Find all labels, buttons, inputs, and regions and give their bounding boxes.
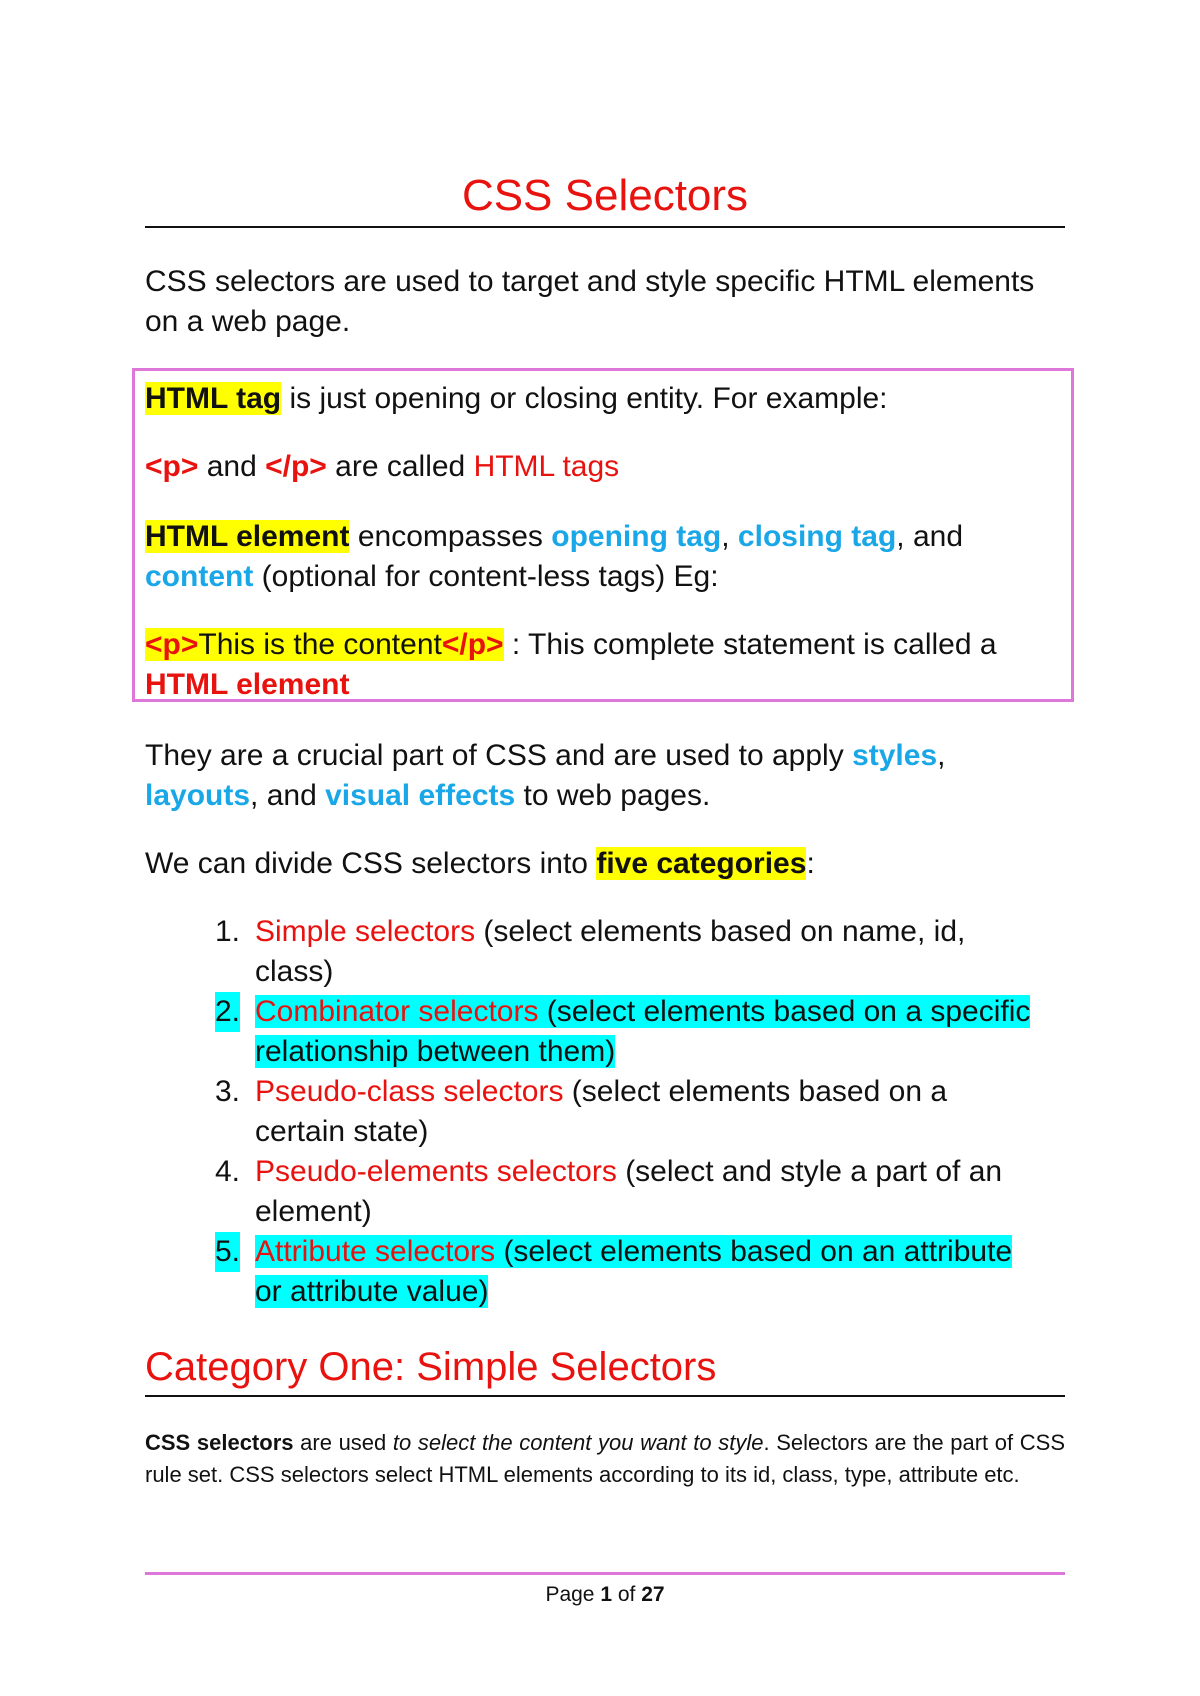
html-element-definition: HTML element encompasses opening tag, closing tag, and content (optional for content-less tags) Eg: xyxy=(145,520,964,593)
list-item: 1. Simple selectors (select elements based on name, id, class) xyxy=(215,915,966,988)
html-tag-example: <p> and </p> are called HTML tags xyxy=(145,450,620,483)
html-element-term: HTML element xyxy=(145,520,350,553)
title-underline xyxy=(145,226,1065,228)
tag-open-example: <p> xyxy=(145,450,199,483)
html-tag-definition: HTML tag is just opening or closing entity. For example: xyxy=(145,382,888,415)
opening-tag-term: opening tag xyxy=(551,520,722,553)
page-title: CSS Selectors xyxy=(461,171,749,220)
html-element-example: <p>This is the content</p> : This complete statement is called a HTML element xyxy=(145,628,997,701)
divide-paragraph: We can divide CSS selectors into five categories: xyxy=(145,847,815,880)
tag-close-example: </p> xyxy=(265,450,327,483)
page-number: 1 xyxy=(600,1583,613,1606)
list-item: 4. Pseudo-elements selectors (select and style a part of an element) xyxy=(215,1155,1003,1228)
section-underline xyxy=(145,1395,1065,1397)
content-term: content xyxy=(145,560,254,593)
footer-rule xyxy=(145,1572,1065,1575)
list-item: 5. Attribute selectors (select elements based on an attribute or attribute value) xyxy=(215,1232,1035,1312)
crucial-paragraph: They are a crucial part of CSS and are used to apply styles, layouts, and visual effects to web pages. xyxy=(145,739,946,812)
page-footer: Page 1 of 27 xyxy=(545,1583,665,1606)
html-tags-label: HTML tags xyxy=(473,450,620,483)
section-heading: Category One: Simple Selectors xyxy=(145,1345,717,1389)
list-item: 3. Pseudo-class selectors (select elements based on a certain state) xyxy=(215,1075,948,1148)
intro-paragraph: CSS selectors are used to target and style specific HTML elements on a web page. xyxy=(145,265,1035,338)
section-paragraph: CSS selectors are used to select the content you want to style. Selectors are the part of CSS rule set. CSS selectors select HTML elements according to its id, class, type, attribute etc. xyxy=(145,1430,1065,1487)
element-example-code: <p>This is the content</p> xyxy=(145,628,504,661)
html-tag-term: HTML tag xyxy=(145,382,282,415)
list-item: 2. Combinator selectors (select elements based on a specific relationship between them) xyxy=(215,992,1035,1072)
definition-box xyxy=(132,368,1074,702)
closing-tag-term: closing tag xyxy=(737,520,897,553)
html-element-label: HTML element xyxy=(145,668,350,701)
page-total: 27 xyxy=(641,1583,665,1606)
categories-list xyxy=(215,912,1035,1312)
five-categories-term: five categories xyxy=(596,847,807,880)
